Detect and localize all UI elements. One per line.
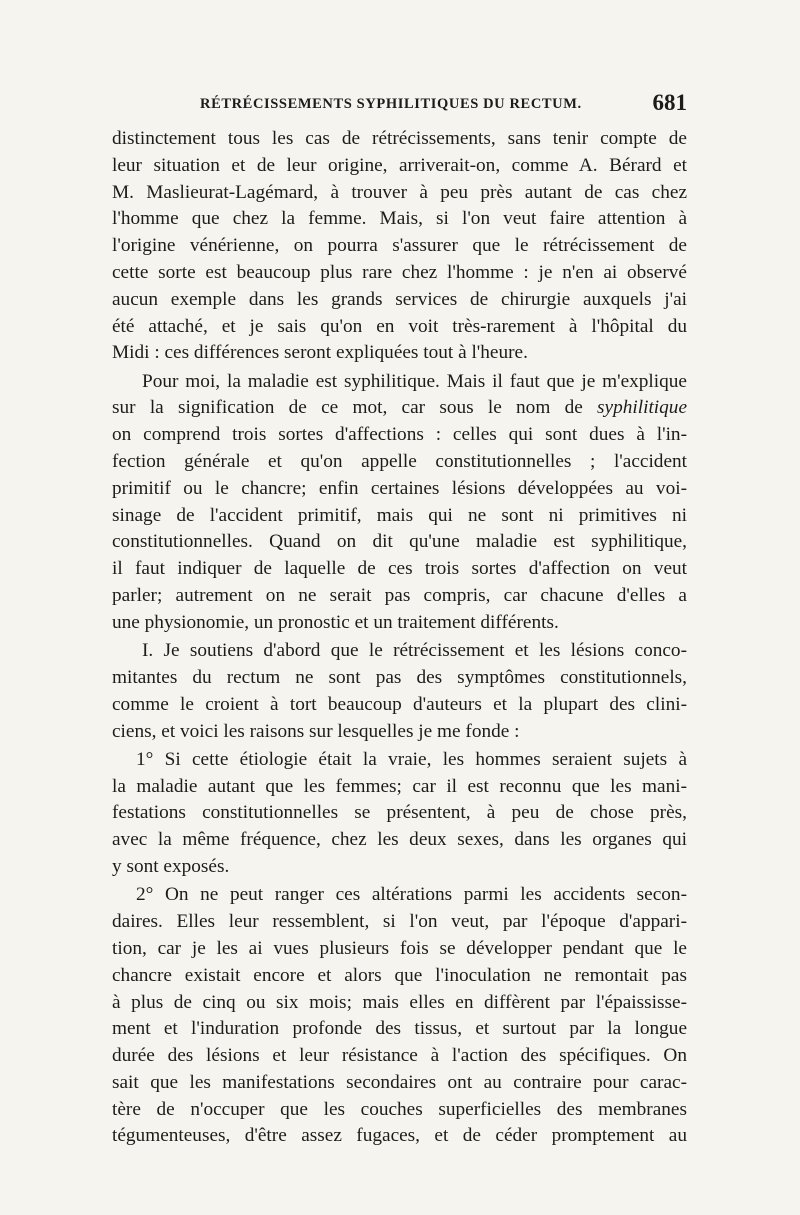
text-line: ment et l'induration profonde des tissus, et surtout par la longue — [112, 1018, 687, 1040]
text-line: 2° On ne peut ranger ces altérations parmi les accidents secon- — [136, 884, 687, 906]
text-line: chancre existait encore et alors que l'inoculation ne remontait pas — [112, 964, 687, 986]
paragraph — [112, 638, 687, 745]
text-line: distinctement tous les cas de rétrécissements, sans tenir compte de — [112, 128, 687, 149]
text-line: tère de n'occuper que les couches superficielles des membranes — [112, 1098, 687, 1120]
text-line: l'origine vénérienne, on pourra s'assurer que le rétrécissement de — [112, 235, 687, 257]
running-head — [112, 90, 687, 120]
text-line: leur situation et de leur origine, arriverait-on, comme A. Bérard et — [112, 154, 687, 176]
text-line: y sont exposés. — [112, 856, 230, 878]
text-line: été attaché, et je sais qu'on en voit très-rarement à l'hôpital du — [112, 315, 687, 337]
text-line: sinage de l'accident primitif, mais qui ne sont ni primitives ni — [112, 504, 687, 526]
text-line: Pour moi, la maladie est syphilitique. Mais il faut que je m'explique — [142, 370, 687, 392]
text-line: l'homme que chez la femme. Mais, si l'on veut faire attention à — [112, 208, 687, 230]
text-line: festations constitutionnelles se présentent, à peu de chose près, — [112, 802, 687, 824]
text-line: primitif ou le chancre; enfin certaines lésions développées au voi- — [112, 477, 687, 499]
text-line: sur la signification de ce mot, car sous le nom de syphilitique — [112, 397, 687, 419]
text-line: comme le croient à tort beaucoup d'auteurs et la plupart des clini- — [112, 693, 687, 715]
text-line: daires. Elles leur ressemblent, si l'on veut, par l'époque d'appari- — [112, 911, 687, 933]
text-line: il faut indiquer de laquelle de ces trois sortes d'affection on veut — [112, 558, 687, 580]
page-number: 681 — [652, 90, 687, 115]
text-line: on comprend trois sortes d'affections : celles qui sont dues à l'in- — [112, 424, 687, 446]
text-line: une physionomie, un pronostic et un traitement différents. — [112, 611, 559, 633]
text-line: à plus de cinq ou six mois; mais elles en diffèrent par l'épaississe- — [112, 991, 687, 1013]
text-line: tion, car je les ai vues plusieurs fois se développer pendant que le — [112, 937, 687, 959]
paragraph — [112, 369, 687, 637]
paragraph — [112, 126, 687, 367]
text-line: ciens, et voici les raisons sur lesquelles je me fonde : — [112, 720, 520, 742]
text-line: la maladie autant que les femmes; car il est reconnu que les mani- — [112, 775, 687, 797]
text-line: sait que les manifestations secondaires ont au contraire pour carac- — [112, 1071, 687, 1093]
paragraph — [112, 747, 687, 881]
text-line: Midi : ces différences seront expliquées tout à l'heure. — [112, 342, 528, 364]
emphasized-word: syphilitique — [597, 397, 687, 419]
text-line: constitutionnelles. Quand on dit qu'une maladie est syphilitique, — [112, 531, 687, 553]
text-line: 1° Si cette étiologie était la vraie, les hommes seraient sujets à — [136, 748, 687, 770]
text-line: durée des lésions et leur résistance à l'action des spécifiques. On — [112, 1045, 687, 1067]
text-line: cette sorte est beaucoup plus rare chez l'homme : je n'en ai observé — [112, 261, 687, 283]
text-line: fection générale et qu'on appelle constitutionnelles ; l'accident — [112, 451, 687, 473]
running-title: RÉTRÉCISSEMENTS SYPHILITIQUES DU RECTUM. — [200, 96, 582, 112]
text-line: avec la même fréquence, chez les deux sexes, dans les organes qui — [112, 829, 687, 851]
text-line: M. Maslieurat-Lagémard, à trouver à peu près autant de cas chez — [112, 181, 687, 203]
body-text — [112, 126, 687, 1150]
text-line: parler; autrement on ne serait pas compris, car chacune d'elles a — [112, 585, 687, 607]
text-line: I. Je soutiens d'abord que le rétrécissement et les lésions conco- — [142, 640, 687, 662]
text-line: aucun exemple dans les grands services de chirurgie auxquels j'ai — [112, 288, 687, 310]
text-line: mitantes du rectum ne sont pas des symptômes constitutionnels, — [112, 666, 687, 688]
paragraph — [112, 882, 687, 1150]
text-line: tégumenteuses, d'être assez fugaces, et de céder promptement au — [112, 1125, 687, 1147]
